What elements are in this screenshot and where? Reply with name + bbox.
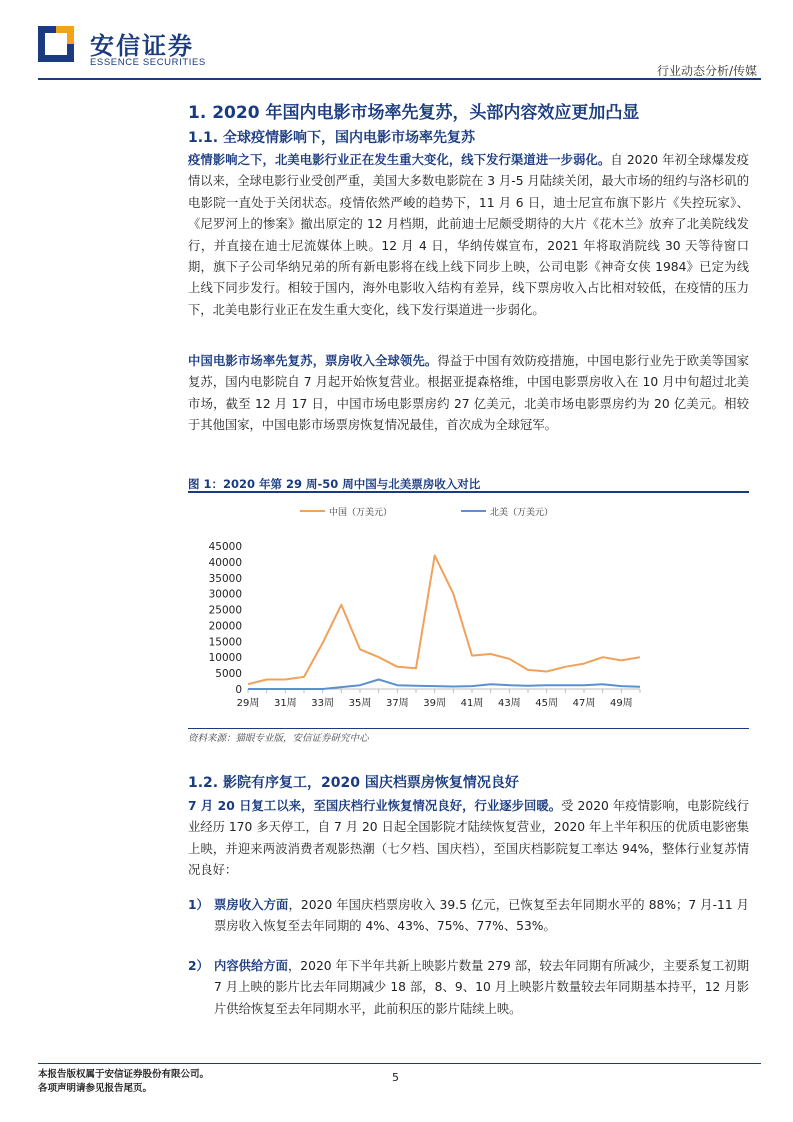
x-tick-label: 33周 bbox=[311, 698, 335, 709]
x-tick-label: 43周 bbox=[497, 698, 521, 709]
brand-name-en: ESSENCE SECURITIES bbox=[90, 57, 206, 68]
figure-source: 资料来源：猫眼专业版，安信证券研究中心 bbox=[188, 733, 369, 744]
list-body: ，2020 年国庆档票房收入 39.5 亿元，已恢复至去年同期水平的 88%；7 月-11 月票房收入恢复至去年同期的 4%、43%、75%、77%、53%。 bbox=[214, 898, 749, 934]
y-tick-label: 20000 bbox=[208, 620, 242, 633]
y-tick-label: 40000 bbox=[208, 556, 242, 569]
box-office-line-chart bbox=[188, 494, 749, 726]
y-tick-label: 45000 bbox=[208, 541, 242, 553]
y-tick-label: 25000 bbox=[208, 604, 242, 617]
paragraph-lead: 疫情影响之下，北美电影行业正在发生重大变化，线下发行渠道进一步弱化。 bbox=[188, 153, 611, 167]
figure-bottom-rule bbox=[188, 728, 749, 729]
y-tick-label: 10000 bbox=[208, 652, 242, 665]
x-tick-label: 47周 bbox=[572, 698, 596, 709]
y-tick-label: 5000 bbox=[215, 668, 242, 681]
y-axis bbox=[209, 541, 242, 696]
y-tick-label: 35000 bbox=[208, 572, 242, 585]
page-header bbox=[38, 22, 761, 82]
series-line-north-america bbox=[248, 680, 640, 690]
figure-title: 图 1：2020 年第 29 周-50 周中国与北美票房收入对比 bbox=[188, 477, 481, 491]
header-divider bbox=[38, 78, 761, 80]
legend-label-north-america: 北美（万美元） bbox=[490, 508, 554, 518]
figure-top-rule bbox=[188, 491, 749, 493]
list-lead: 票房收入方面 bbox=[214, 898, 289, 912]
chart-series bbox=[248, 556, 640, 690]
brand-logo-icon bbox=[38, 26, 74, 62]
list-text bbox=[214, 895, 749, 938]
x-tick-label: 41周 bbox=[460, 698, 484, 709]
chart-legend bbox=[300, 506, 553, 518]
subsection-title-1-1: 1.1. 全球疫情影响下，国内电影市场率先复苏 bbox=[188, 130, 475, 146]
footer-line-1: 本报告版权属于安信证券股份有限公司。 bbox=[38, 1069, 210, 1080]
paragraph-china-market bbox=[188, 351, 749, 437]
paragraph-reopening bbox=[188, 796, 749, 882]
paragraph-body: 自 2020 年初全球爆发疫情以来，全球电影行业受创严重，美国大多数电影院在 3 月-5 月陆续关闭，最大市场的纽约与洛杉矶的电影院一直处于关闭状态。疫情依然严峻的趋势下，11 月 6 日，迪士尼宣布旗下影片《失控玩家》、《尼罗河上的惨案》撤出原定的 12 月档期，此前迪士尼颇受期待的大片《花木兰》放弃了北美院线发行，并直接在迪士尼流媒体上映。12 月 4 日，华纳传媒宣布，2021 年将取消院线 30 天等待窗口期，旗下子公司华纳兄弟的所有新电影将在线上线下同步上映，公司电影《神奇女侠 1984》已定为线上线下同步发行。相较于国内，海外电影收入结构有差异，线下票房收入占比相对较低，在疫情的压力下，北美电影行业正在发生重大变化，线下发行渠道进一步弱化。 bbox=[188, 153, 749, 317]
y-tick-label: 15000 bbox=[208, 636, 242, 649]
list-lead: 内容供给方面 bbox=[214, 959, 288, 973]
x-tick-label: 29周 bbox=[236, 698, 260, 709]
series-line-china bbox=[248, 556, 640, 685]
footer-divider bbox=[38, 1063, 761, 1064]
x-tick-label: 31周 bbox=[273, 698, 297, 709]
x-tick-label: 49周 bbox=[609, 698, 633, 709]
legend-label-china: 中国（万美元） bbox=[329, 508, 393, 518]
footer-line-2: 各项声明请参见报告尾页。 bbox=[38, 1083, 153, 1094]
paragraph-body: 受 2020 年疫情影响，电影院线行业经历 170 多天停工，自 7 月 20 日起全国影院才陆续恢复营业，2020 年上半年积压的优质电影密集上映，并迎来两波消费者观影热潮（七夕档、国庆档），至国庆档影院复工率达 94%，整体行业复苏情况良好： bbox=[188, 799, 749, 878]
x-tick-label: 45周 bbox=[535, 698, 559, 709]
report-category: 行业动态分析/传媒 bbox=[656, 64, 757, 78]
x-tick-label: 39周 bbox=[423, 698, 447, 709]
subsection-title-1-2: 1.2. 影院有序复工，2020 国庆档票房恢复情况良好 bbox=[188, 775, 519, 791]
page-number: 5 bbox=[392, 1071, 399, 1084]
list-text bbox=[214, 956, 749, 1020]
y-tick-label: 0 bbox=[235, 684, 242, 696]
paragraph-lead: 7 月 20 日复工以来，至国庆档行业恢复情况良好，行业逐步回暖。 bbox=[188, 799, 562, 813]
list-number: 1） bbox=[188, 898, 209, 912]
list-body: ，2020 年下半年共新上映影片数量 279 部，较去年同期有所减少，主要系复工初期 7 月上映的影片比去年同期减少 18 部，8、9、10 月上映影片数量较去年同期基本持平，12 月影片供给恢复至去年同期水平，此前积压的影片陆续上映。 bbox=[214, 959, 749, 1016]
paragraph-north-america bbox=[188, 150, 749, 321]
y-tick-label: 30000 bbox=[208, 588, 242, 601]
x-axis bbox=[237, 689, 640, 709]
x-tick-label: 35周 bbox=[348, 698, 372, 709]
paragraph-body: 得益于中国有效防疫措施，中国电影行业先于欧美等国家复苏，国内电影院自 7 月起开始恢复营业。根据亚提森格维，中国电影票房收入在 10 月中旬超过北美市场，截至 12 月 17 日，中国市场电影票房约 27 亿美元，北美市场电影票房约为 20 亿美元。相较于其他国家，中国电影市场票房恢复情况最佳，首次成为全球冠军。 bbox=[188, 354, 749, 433]
paragraph-lead: 中国电影市场率先复苏，票房收入全球领先。 bbox=[188, 354, 438, 368]
list-number: 2） bbox=[188, 959, 209, 973]
footer-disclaimer bbox=[38, 1068, 209, 1096]
brand-name-cn: 安信证券 bbox=[90, 32, 194, 60]
section-title: 1. 2020 年国内电影市场率先复苏，头部内容效应更加凸显 bbox=[188, 103, 640, 123]
x-tick-label: 37周 bbox=[385, 698, 409, 709]
